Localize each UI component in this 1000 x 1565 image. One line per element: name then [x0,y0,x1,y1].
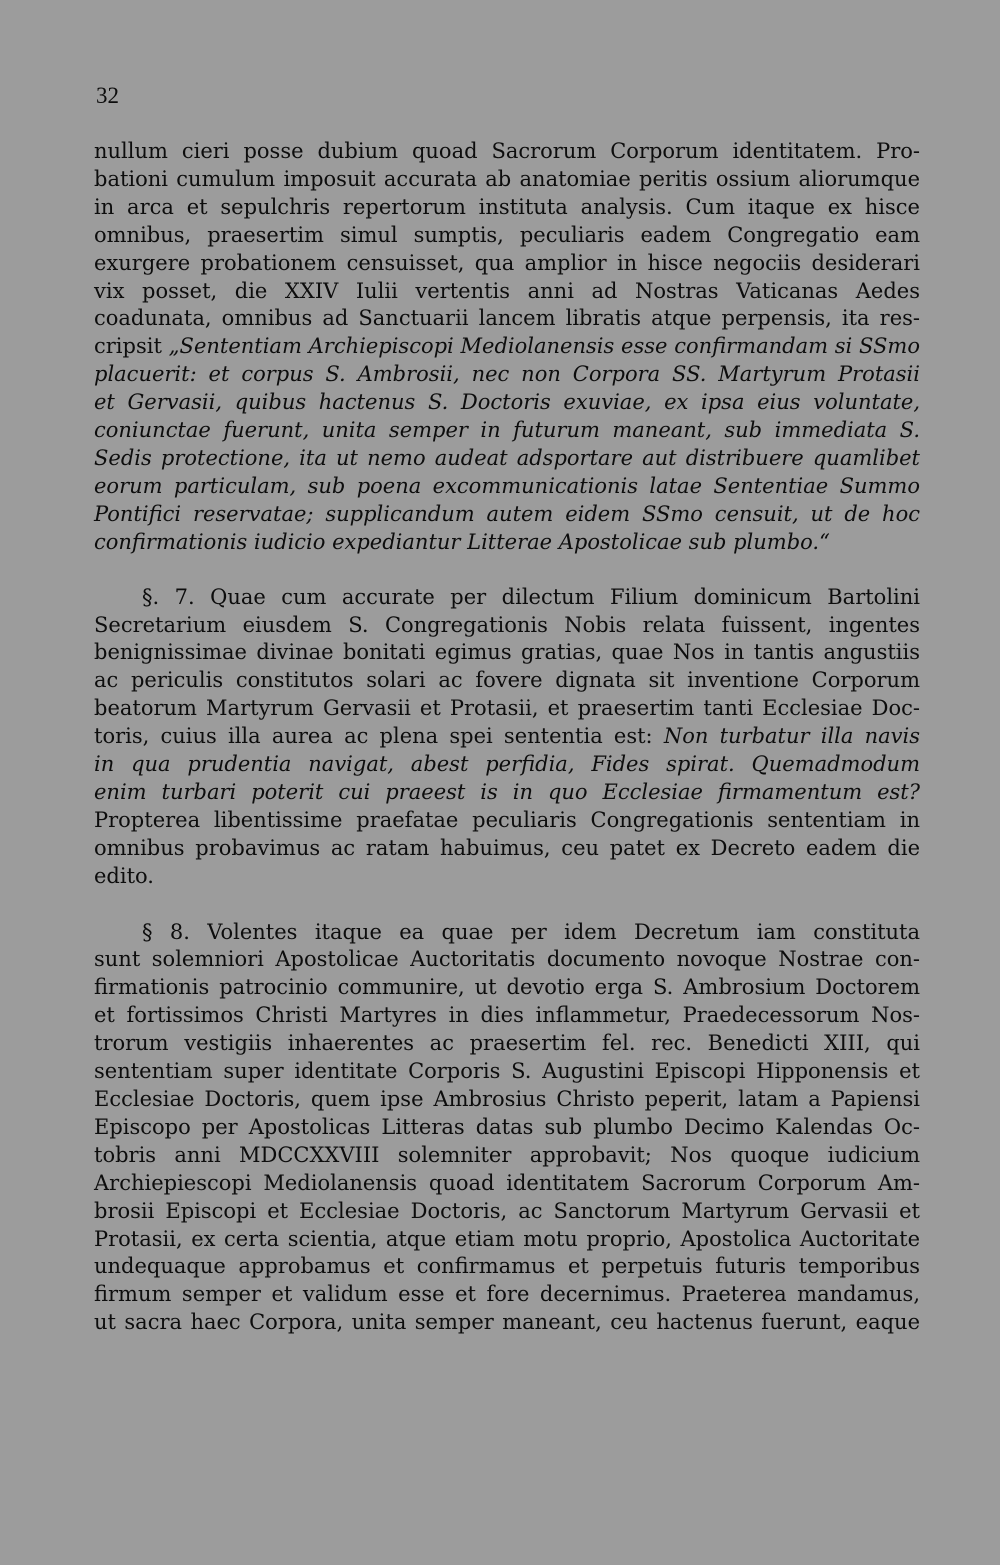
text-line [94,1002,920,1030]
roman-text: beatorum Martyrum Gervasii et Protasii, et praesertim tanti Ecclesiae Doc- [94,696,920,721]
text-line [94,639,920,667]
roman-text: brosii Episcopi et Ecclesiae Doctoris, ac Sanctorum Martyrum Gervasii et [94,1198,920,1223]
roman-text: et fortissimos Christi Martyres in dies inflammetur, Praedecessorum Nos- [94,1003,920,1028]
roman-text: Protasii, ex certa scientia, atque etiam motu proprio, Apostolica Auctoritate [94,1226,920,1251]
roman-text: toris, cuius illa aurea ac plena spei sententia est: [94,724,664,749]
roman-text: bationi cumulum imposuit accurata ab anatomiae peritis ossium aliorumque [94,166,920,191]
roman-text: omnibus probavimus ac ratam habuimus, ceu patet ex Decreto eadem die [94,835,920,860]
text-line [94,417,920,445]
paragraph-continuation [94,138,920,557]
text-line [94,1253,920,1281]
text-line [94,1114,920,1142]
text-line [94,695,920,723]
roman-text: exurgere probationem censuisset, qua amplior in hisce negociis desiderari [94,250,920,275]
roman-text: ac periculis constitutos solari ac fovere dignata sit inventione Corporum [94,668,920,693]
paragraph-section-7 [94,584,920,891]
roman-text: benignissimae divinae bonitati egimus gratias, quae Nos in tantis angustiis [94,640,920,665]
text-line [94,1170,920,1198]
roman-text: tobris anni MDCCXXVIII solemniter approbavit; Nos quoque iudicium [94,1142,920,1167]
text-line [94,194,920,222]
text-line [94,946,920,974]
roman-text: sententiam super identitate Corporis S. Augustini Episcopi Hipponensis et [94,1059,920,1084]
roman-text: § 8. Volentes itaque ea quae per idem Decretum iam constituta [142,919,920,944]
text-line [94,667,920,695]
italic-text: Sedis protectione, ita ut nemo audeat adsportare aut distribuere quamlibet [94,445,920,470]
text-line [94,1281,920,1309]
paragraph-section-8 [94,919,920,1338]
text-line [94,529,920,557]
text-line [94,1142,920,1170]
text-line [94,807,920,835]
roman-text: Ecclesiae Doctoris, quem ipse Ambrosius Christo peperit, latam a Papiensi [94,1087,920,1111]
roman-text: Propterea libentissime praefatae peculiaris Congregationis sententiam in [94,807,920,832]
roman-text: in arca et sepulchris repertorum instituta analysis. Cum itaque ex hisce [94,194,920,219]
italic-text: Pontifici reservatae; supplicandum autem eidem SSmo censuit, ut de hoc [94,501,920,526]
page-number: 32 [96,83,119,108]
text-line [94,222,920,250]
roman-text: edito. [94,863,154,888]
body-text [94,138,920,1337]
text-line [94,779,920,807]
italic-text: eorum particulam, sub poena excommunicationis latae Sententiae Summo [94,473,920,498]
text-line [94,1086,920,1114]
roman-text: coadunata, omnibus ad Sanctuarii lancem libratis atque perpensis, ita res- [94,306,920,331]
italic-text: in qua prudentia navigat, abest perfidia, Fides spirat. Quemadmodum [94,752,920,777]
text-line [94,974,920,1002]
italic-text: et Gervasii, quibus hactenus S. Doctoris exuviae, ex ipsa eius voluntate, [94,390,920,415]
text-line [94,361,920,389]
text-line [94,278,920,306]
roman-text: sunt solemniori Apostolicae Auctoritatis documento novoque Nostrae con- [94,947,920,972]
text-line [94,723,920,751]
italic-text: enim turbari poterit cui praeest is in quo Ecclesiae firmamentum est? [94,779,920,804]
text-line [94,1309,920,1337]
roman-text: vix posset, die XXIV Iulii vertentis anni ad Nostras Vaticanas Aedes [94,278,920,303]
roman-text: Archiepiescopi Mediolanensis quoad identitatem Sacrorum Corporum Am- [94,1170,920,1195]
text-line [94,584,920,612]
text-line [94,166,920,194]
text-line [94,473,920,501]
italic-text: „Sententiam Archiepiscopi Mediolanensis esse confirmandam si SSmo [168,334,920,359]
text-line [94,1030,920,1058]
text-line [94,919,920,947]
text-line [94,863,920,891]
text-line [94,1198,920,1226]
roman-text: nullum cieri posse dubium quoad Sacrorum Corporum identitatem. Pro- [94,139,920,163]
text-line [94,445,920,473]
italic-text: coniunctae fuerunt, unita semper in futurum maneant, sub immediata S. [94,418,920,443]
italic-text: Non turbatur illa navis [663,724,920,749]
roman-text: Episcopo per Apostolicas Litteras datas sub plumbo Decimo Kalendas Oc- [94,1114,920,1139]
text-line [94,751,920,779]
roman-text: firmum semper et validum esse et fore decernimus. Praeterea mandamus, [94,1282,920,1307]
text-line [94,1226,920,1254]
text-line [94,501,920,529]
text-line [94,250,920,278]
roman-text: cripsit [94,334,169,359]
italic-text: placuerit: et corpus S. Ambrosii, nec non Corpora SS. Martyrum Protasii [94,362,920,387]
roman-text: Secretarium eiusdem S. Congregationis Nobis relata fuissent, ingentes [94,612,920,637]
text-line [94,612,920,640]
roman-text: omnibus, praesertim simul sumptis, peculiaris eadem Congregatio eam [94,222,920,247]
text-line [94,333,920,361]
roman-text: §. 7. Quae cum accurate per dilectum Filium dominicum Bartolini [142,584,920,609]
italic-text: confirmationis iudicio expediantur Litterae Apostolicae sub plumbo.“ [94,529,830,554]
text-line [94,305,920,333]
text-line [94,835,920,863]
roman-text: firmationis patrocinio communire, ut devotio erga S. Ambrosium Doctorem [94,975,920,1000]
text-line [94,389,920,417]
roman-text: undequaque approbamus et confirmamus et perpetuis futuris temporibus [94,1254,920,1279]
text-line [94,1058,920,1086]
text-line [94,138,920,166]
roman-text: ut sacra haec Corpora, unita semper maneant, ceu hactenus fuerunt, eaque [94,1310,920,1335]
roman-text: trorum vestigiis inhaerentes ac praesertim fel. rec. Benedicti XIII, qui [94,1031,920,1056]
